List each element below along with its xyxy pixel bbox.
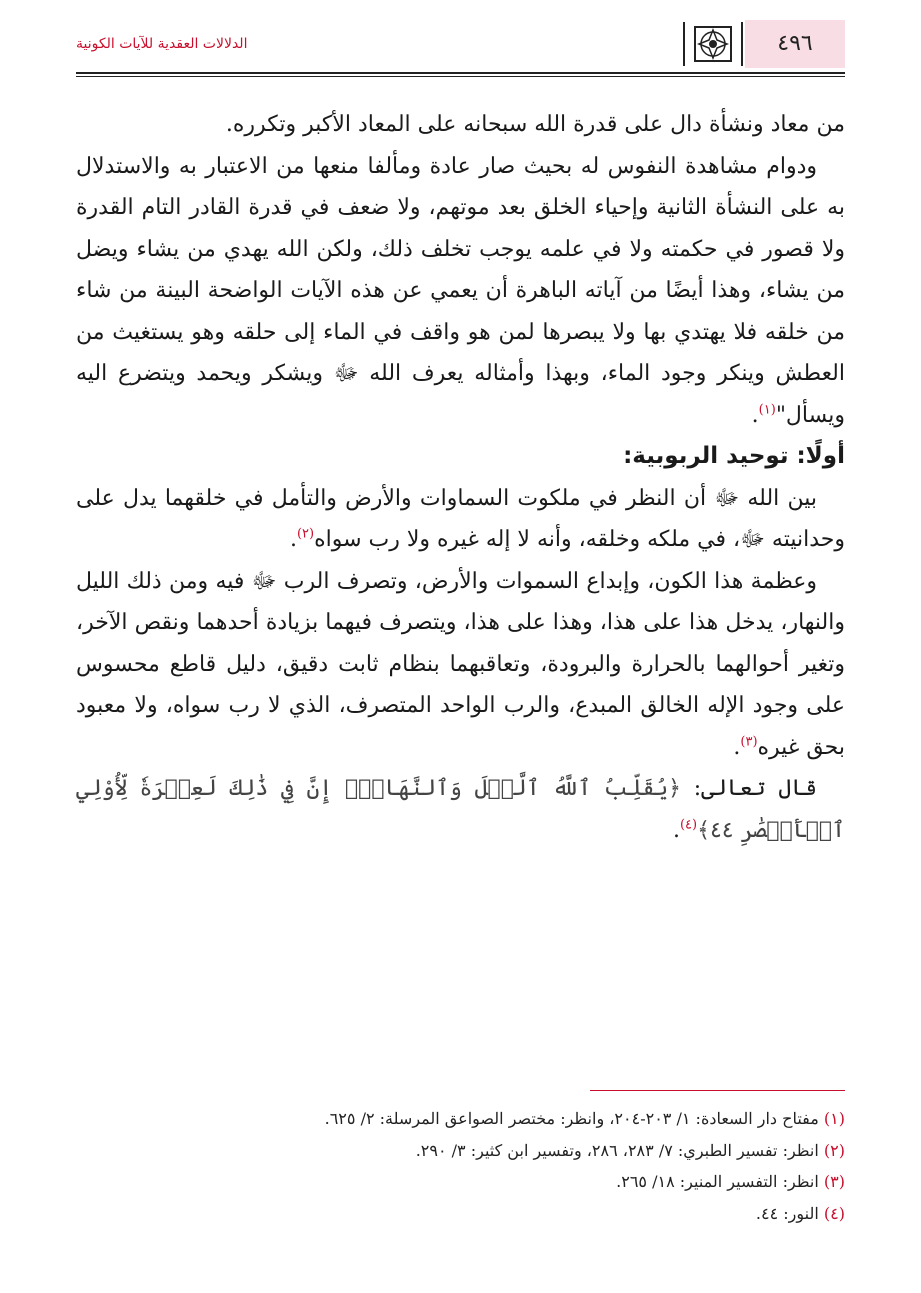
section-heading: أولًا: توحيد الربوبية: (623, 443, 845, 469)
footnote-number: (٢) (823, 1140, 845, 1160)
paragraph-text: ودوام مشاهدة النفوس له بحيث صار عادة ومألفا منعها من الاعتبار به والاستدلال به على النشأة الثانية وإحياء الخلق بعد موتهم، ولا ضعف في قدرة القادر التام القدرة ولا قصور في حكمته ولا في علمه يوجب تخلف ذلك، ولكن الله يهدي من يشاء ويضل من يشاء، وهذا أيضًا من آياته الباهرة أن يعمي عن هذه الآيات الواضحة البينة من شاء من خلقه فلا يهتدي بها ولا يبصرها لمن هو واقف في الماء إلى حلقه وهو يستغيث من العطش وينكر وجود الماء، وبهذا وأمثاله يعرف الله ﷻ ويشكر ويحمد ويتضرع اليه ويسأل" (76, 153, 846, 428)
paragraph-text: بين الله ﷻ أن النظر في ملكوت السماوات والأرض والتأمل في خلقهما يدل على وحدانيته ﷻ، في ملكه وخلقه، وأنه لا إله غيره ولا رب سواه (76, 485, 845, 552)
running-title: الدلالات العقدية للآيات الكونية (76, 36, 248, 52)
quran-verse: ﴿يُقَلِّبُ ٱللَّهُ ٱلَّيۡلَ وَٱلنَّهَارَۚ إِنَّ فِي ذَٰلِكَ لَعِبۡرَةٗ لِّأُوْلِي ٱلۡأَبۡصَٰرِ ٤٤﴾ (76, 776, 845, 843)
footnote-number: (٤) (823, 1203, 845, 1223)
footnote (76, 1198, 845, 1230)
paragraph: وعظمة هذا الكون، وإبداع السموات والأرض، وتصرف الرب ﷻ فيه ومن ذلك الليل والنهار، يدخل هذا على هذا، وهذا على هذا، ويتصرف فيهما بزيادة أحدهما ونقص الآخر، وتغير أحوالهما بالحرارة والبرودة، وتعاقبهما بنظام ثابت دقيق، دليل قاطع محسوس على وجود الإله الخالق المبدع، والرب الواحد المتصرف، الذي لا رب سواه، ولا معبود بحق غيره$^{(٣)}$. (76, 568, 845, 760)
footnote (76, 1135, 845, 1167)
paragraph: قال تعالى: ﴿يُقَلِّبُ ٱللَّهُ ٱلَّيۡلَ وَٱلنَّهَارَۚ إِنَّ فِي ذَٰلِكَ لَعِبۡرَةٗ لِّأُوْلِي ٱلۡأَبۡصَٰرِ ٤٤﴾$^{(٤)}$. (76, 776, 845, 843)
footnote-separator (590, 1090, 845, 1091)
footnote-ref: (٣) (740, 734, 758, 750)
paragraph (76, 104, 845, 146)
paragraph: ودوام مشاهدة النفوس له بحيث صار عادة ومألفا منعها من الاعتبار به والاستدلال به على النشأة الثانية وإحياء الخلق بعد موتهم، ولا ضعف في قدرة القادر التام القدرة ولا قصور في حكمته ولا في علمه يوجب تخلف ذلك، ولكن الله يهدي من يشاء ويضل من يشاء، وهذا أيضًا من آياته الباهرة أن يعمي عن هذه الآيات الواضحة البينة من شاء من خلقه فلا يهتدي بها ولا يبصرها لمن هو واقف في الماء إلى حلقه وهو يستغيث من العطش وينكر وجود الماء، وبهذا وأمثاله يعرف الله ﷻ ويشكر ويحمد ويتضرع اليه ويسأل"$^{(١)}$. (76, 153, 846, 428)
page-number: ٤٩٦ (745, 20, 845, 68)
footnote-text: مفتاح دار السعادة: ١/ ٢٠٣-٢٠٤، وانظر: مختصر الصواعق المرسلة: ٢/ ٦٢٥. (324, 1109, 819, 1128)
header-rule-thin (76, 76, 845, 77)
footnote-text: النور: ٤٤. (755, 1203, 819, 1223)
ornament-icon (683, 22, 743, 66)
paragraph-text: قال تعالى: (681, 776, 817, 801)
paragraph-text: من معاد ونشأة دال على قدرة الله سبحانه على المعاد الأكبر وتكرره. (225, 112, 845, 137)
footnotes (76, 1103, 845, 1229)
footnote-ref: (١) (758, 402, 776, 418)
footnote-ref: (٢) (296, 526, 315, 542)
paragraph: بين الله ﷻ أن النظر في ملكوت السماوات والأرض والتأمل في خلقهما يدل على وحدانيته ﷻ، في ملكه وخلقه، وأنه لا إله غيره ولا رب سواه$^{(٢)}$. (76, 485, 845, 552)
page-header (76, 20, 845, 70)
footnote-number: (٣) (823, 1172, 845, 1191)
main-text (76, 104, 845, 851)
footnote-text: انظر: التفسير المنير: ١٨/ ٢٦٥. (616, 1172, 819, 1191)
footnote-text: انظر: تفسير الطبري: ٧/ ٢٨٣، ٢٨٦، وتفسير ابن كثير: ٣/ ٢٩٠. (415, 1140, 819, 1160)
footnote (76, 1166, 845, 1198)
footnote (76, 1103, 845, 1135)
footnote-number: (١) (823, 1109, 845, 1128)
footnote-ref: (٤) (679, 817, 698, 833)
header-rule (76, 72, 845, 74)
paragraph-text: وعظمة هذا الكون، وإبداع السموات والأرض، وتصرف الرب ﷻ فيه ومن ذلك الليل والنهار، يدخل هذا على هذا، وهذا على هذا، ويتصرف فيهما بزيادة أحدهما ونقص الآخر، وتغير أحوالهما بالحرارة والبرودة، وتعاقبهما بنظام ثابت دقيق، دليل قاطع محسوس على وجود الإله الخالق المبدع، والرب الواحد المتصرف، الذي لا رب سواه، ولا معبود بحق غيره (76, 568, 845, 760)
